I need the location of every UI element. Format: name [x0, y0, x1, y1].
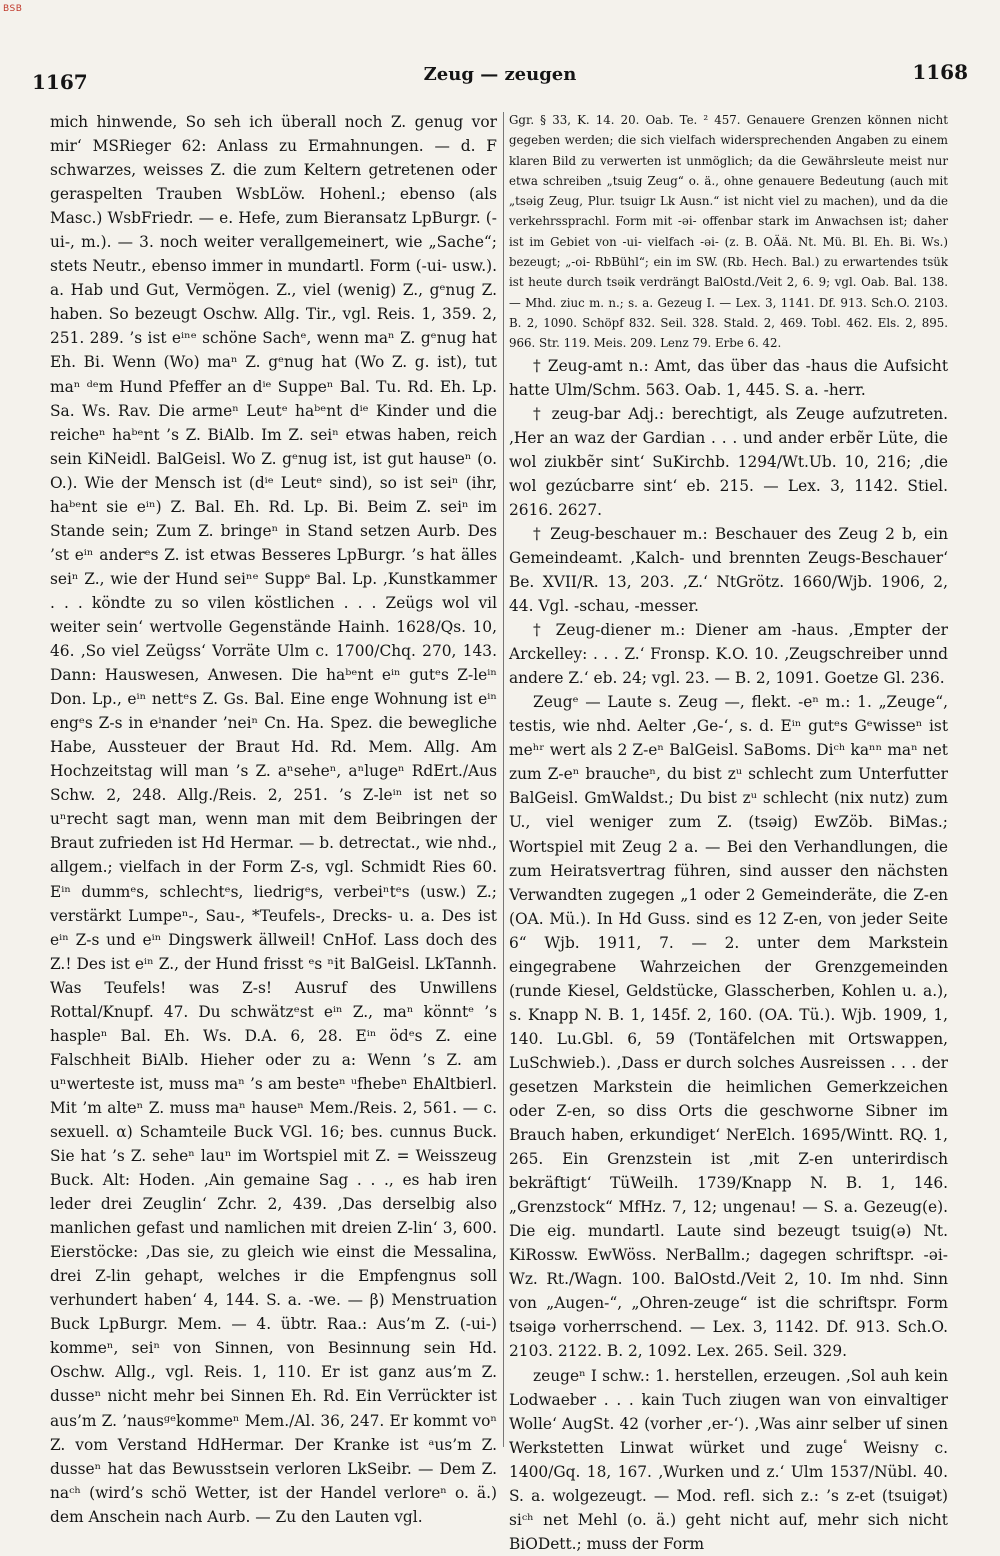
column-divider [503, 112, 504, 1447]
entry-zeug-diener: † Zeug-diener m.: Diener am -haus. ‚Empter der Arckelley: . . . Z.‘ Fronsp. K.O. 10. ‚Zeugschreiber unnd andere Z.‘ eb. 24; vgl. 23. — B. 2, 1091. Goetze Gl. 236. [509, 621, 948, 688]
entry-zeuge: Zeugᵉ — Laute s. Zeug —, flekt. -eⁿ m.: 1. „Zeuge“, testis, wie nhd. Aelter ‚Ge-‘, s. d. Eⁱⁿ gutᵉs Gᵉwisseⁿ ist meʰʳ wert als 2 Z-eⁿ BalGeisl. SaBoms. Diᶜʰ kaⁿⁿ maⁿ net zum Z-eⁿ braucheⁿ, du bist zᵘ schlecht zum Unterfutter BalGeisl. GmWaldst.; Du bist zᵘ schlecht (nix nutz) zum U., viel weniger zum Z. (tsəig) EwZöb. BiMas.; Wortspiel mit Zeug 2 a. — Bei den Verhandlungen, die zum Heiratsvertrag führen, sind ausser den nächsten Verwandten zugegen „1 oder 2 Gemeinderäte, die Z-en (OA. Mü.). In Hd Guss. sind es 12 Z-en, von jeder Seite 6“ Wjb. 1911, 7. — 2. unter dem Markstein eingegrabene Wahrzeichen der Grenzgemeinden (runde Kiesel, Geldstücke, Glasscherben, Kohlen u. a.), s. Knapp N. B. 1, 145f. 2, 160. (OA. Tü.). Wjb. 1909, 1, 140. Lu.Gbl. 6, 59 (Tontäfelchen mit Ortswappen, LuSchwieb.). ‚Dass er durch solches Ausreissen . . . der gesetzen Markstein die heimlichen Gemerkzeichen oder Z-en, so diss Orts die geschworne Sibner im Brauch haben, erkundiget‘ NerElch. 1695/Wintt. RQ. 1, 265. Ein Grenzstein ist ‚mit Z-en unterirdisch bekräftigt‘ TüWeilh. 1739/Knapp N. B. 1, 146. „Grenzstock“ MfHz. 7, 12; ungenau! — S. a. Gezeug(e). Die eig. mundartl. Laute sind bezeugt tsuig(ə) Nt. KiRossw. EwWöss. NerBallm.; dagegen schriftspr. -əi- Wz. Rt./Wagn. 100. BalOstd./Veit 2, 10. Im nhd. Sinn von „Augen-“, „Ohren-zeuge“ ist die schriftspr. Form tsəigə vorherrschend. — Lex. 3, 1142. Df. 913. Sch.O. 2103. 2122. B. 2, 1092. Lex. 265. Seil. 329. [509, 693, 948, 1361]
running-head: Zeug — zeugen [423, 64, 577, 85]
entry-zeug-bar: † zeug-bar Adj.: berechtigt, als Zeuge aufzutreten. ‚Her an waz der Gardian . . . und ander erbẽr Lüte, die wol ziukbẽr sint‘ SuKirchb. 1294/Wt.Ub. 10, 216; ‚die wol gezúcbarre sint‘ eb. 215. — Lex. 3, 1142. Stiel. 2616. 2627. [509, 404, 948, 519]
page-number-left: 1167 [32, 70, 88, 94]
entry-zeugen: zeugeⁿ I schw.: 1. herstellen, erzeugen. ‚Sol auh kein Lodwaeber . . . kain Tuch ziugen wan von einvaltiger Wolle‘ AugSt. 42 (vorher ‚er-‘). ‚Was ainr selber uf sinen Werkstetten Linwat würket und zugeٴ Weisny c. 1400/Gq. 18, 167. ‚Wurken und z.‘ Ulm 1537/Nübl. 40. S. a. wolgezeugt. — Mod. refl. sich z.: ’s z-et (tsuigət) siᶜʰ net Mehl (o. ä.) geht nicht auf, mehr sich nicht BiODett.; muss der Form [509, 1366, 948, 1553]
entry-zeug-amt: † Zeug-amt n.: Amt, das über das -haus die Aufsicht hatte Ulm/Schm. 563. Oab. 1, 445. S. a. -herr. [509, 356, 948, 399]
left-column [50, 110, 497, 1529]
entry-continuation: mich hinwende, So seh ich überall noch Z. genug vor mir‘ MSRieger 62: Anlass zu Ermahnungen. — d. F schwarzes, weisses Z. die zum Keltern getretenen oder geraspelten Trauben WsbLöw. Hohenl.; ebenso (als Masc.) WsbFriedr. — e. Hefe, zum Bieransatz LpBurgr. (-ui-, m.). — 3. noch weiter verallgemeinert, wie „Sache“; stets Neutr., ebenso immer in mundartl. Form (-ui- usw.). a. Hab und Gut, Vermögen. Z., viel (wenig) Z., gᵉnug Z. haben. So bezeugt Oschw. Allg. Tir., vgl. Reis. 1, 359. 2, 251. 289. ’s ist eⁱⁿᵉ schöne Sachᵉ, wenn maⁿ Z. gᵉnug hat Eh. Bi. Wenn (Wo) maⁿ Z. gᵉnug hat (Wo Z. g. ist), tut maⁿ ᵈᵉm Hund Pfeffer an dⁱᵉ Suppeⁿ Bal. Tu. Rd. Eh. Lp. Sa. Ws. Rav. Die armeⁿ Leutᵉ haᵇᵉnt dⁱᵉ Kinder und die reicheⁿ haᵇᵉnt ’s Z. BiAlb. Im Z. seiⁿ etwas haben, reich sein KiNeidl. BalGeisl. Wo Z. gᵉnug ist, ist gut hauseⁿ (o. O.). Wie der Mensch ist (dⁱᵉ Leutᵉ sind), so ist seiⁿ (ihr, haᵇᵉnt sie eⁱⁿ) Z. Bal. Eh. Rd. Lp. Bi. Beim Z. seiⁿ im Stande sein; Zum Z. bringeⁿ in Stand setzen Aurb. Des ’st eⁱⁿ anderᵉs Z. ist etwas Besseres LpBurgr. ’s hat älles seiⁿ Z., wie der Hund seiⁿᵉ Suppᵉ Bal. Lp. ‚Kunstkammer . . . köndte zu so vilen köstlichen . . . Zeügs wol vil weiter sein‘ wertvolle Gegenstände Hainh. 1628/Qs. 10, 46. ‚So viel Zeügss‘ Vorräte Ulm c. 1700/Chq. 270, 143. Dann: Hauswesen, Anwesen. Die haᵇᵉnt eⁱⁿ gutᵉs Z-leⁱⁿ Don. Lp., eⁱⁿ nettᵉs Z. Gs. Bal. Eine enge Wohnung ist eⁱⁿ engᵉs Z-s in eⁱnander ’neiⁿ Cn. Ha. Spez. die bewegliche Habe, Aussteuer der Braut Hd. Rd. Mem. Allg. Am Hochzeitstag will man ’s Z. aⁿseheⁿ, aⁿlugeⁿ RdErt./Aus Schw. 2, 248. Allg./Reis. 2, 251. ’s Z-leⁱⁿ ist net so uⁿrecht sagt man, wenn man mit dem Beibringen der Braut zufrieden ist Hd Hermar. — b. detrectat., wie nhd., allgem.; vielfach in der Form Z-s, vgl. Schmidt Ries 60. Eⁱⁿ dummᵉs, schlechtᵉs, liedrigᵉs, verbeiⁿtᵉs (usw.) Z.; verstärkt Lumpeⁿ-, Sau-, *Teufels-, Drecks- u. a. Des ist eⁱⁿ Z-s und eⁱⁿ Dingswerk ällweil! CnHof. Lass doch des Z.! Des ist eⁱⁿ Z., der Hund frisst ᵉs ⁿit BalGeisl. LkTannh. Was Teufels! was Z-s! Ausruf des Unwillens Rottal/Knupf. 47. Du schwätzᵉst eⁱⁿ Z., maⁿ könntᵉ ’s haspleⁿ Bal. Eh. Ws. D.A. 6, 28. Eⁱⁿ ödᵉs Z. eine Falschheit BiAlb. Hieher oder zu a: Wenn ’s Z. am uⁿwerteste ist, muss maⁿ ’s am besteⁿ ᵘfhebeⁿ EhAltbierl. Mit ’m alteⁿ Z. muss maⁿ hauseⁿ Mem./Reis. 2, 561. — c. sexuell. α) Schamteile Buck VGl. 16; bes. cunnus Buck. Sie hat ’s Z. seheⁿ lauⁿ im Wortspiel mit Z. = Weisszeug Buck. Alt: Hoden. ‚Ain gemaine Sag . . ., es hab iren leder drei Zeuglin‘ Zchr. 2, 439. ‚Das derselbig also manlichen gefast und namlichen mit dreien Z-lin‘ 3, 600. Eierstöcke: ‚Das sie, zu gleich wie einst die Messalina, drei Z-lin gehapt, welches ir die Empfengnus soll verhundert haben‘ 4, 144. S. a. -we. — β) Menstruation Buck LpBurgr. Mem. — 4. übtr. Raa.: Aus’m Z. (-ui-) kommeⁿ, seiⁿ von Sinnen, von Besinnung sein Hd. Oschw. Allg., vgl. Reis. 1, 110. Er ist ganz aus’m Z. dusseⁿ nicht mehr bei Sinnen Eh. Rd. Ein Verrückter ist aus’m Z. ’nausᵍᵉkommeⁿ Mem./Al. 36, 247. Er kommt voⁿ Z. vom Verstand HdHermar. Der Kranke ist ᵃus’m Z. dusseⁿ hat das Bewusstsein verloren LkSeibr. — Dem Z. naᶜʰ (wird’s schö Wetter, ist der Handel verloreⁿ o. ä.) dem Anschein nach Aurb. — Zu den Lauten vgl. [50, 113, 497, 1526]
entry-zeug-beschauer: † Zeug-beschauer m.: Beschauer des Zeug 2 b, ein Gemeindeamt. ‚Kalch- und brennten Zeugs-Beschauer‘ Be. XVII/R. 13, 203. ‚Z.‘ NtGrötz. 1660/Wjb. 1906, 2, 44. Vgl. -schau, -messer. [509, 524, 948, 616]
entry-notes: Ggr. § 33, K. 14. 20. Oab. Te. ² 457. Genauere Grenzen können nicht gegeben werden; die sich vielfach widersprechenden Angaben zu einem klaren Bild zu verwerten ist unmöglich; da die Gewährsleute meist nur etwa schreiben „tsuig Zeug“ o. ä., ohne genauere Bedeutung (auch mit „tsəig Zeug, Plur. tsuigr Lk Ausn.“ ist nicht viel zu machen), und da die verkehrssprachl. Form mit -əi- offenbar stark im Anwachsen ist; daher ist im Gebiet von -ui- vielfach -əi- (z. B. OÄä. Nt. Mü. Bl. Eh. Bi. Ws.) bezeugt; „-oi- RbBühl“; ein im SW. (Rb. Hech. Bal.) zu erwartendes tsük ist heute durch tsəik verdrängt BalOstd./Veit 2, 6. 9; vgl. Oab. Bal. 138. — Mhd. ziuc m. n.; s. a. Gezeug I. — Lex. 3, 1141. Df. 913. Sch.O. 2103. B. 2, 1090. Schöpf 832. Seil. 328. Stald. 2, 469. Tobl. 462. Els. 2, 895. 966. Str. 119. Meis. 209. Lenz 79. Erbe 6. 42. [509, 113, 948, 351]
page-number-right: 1168 [912, 60, 968, 84]
library-stamp: BSB [3, 4, 23, 14]
right-column [509, 110, 948, 1556]
page-header [32, 58, 968, 98]
